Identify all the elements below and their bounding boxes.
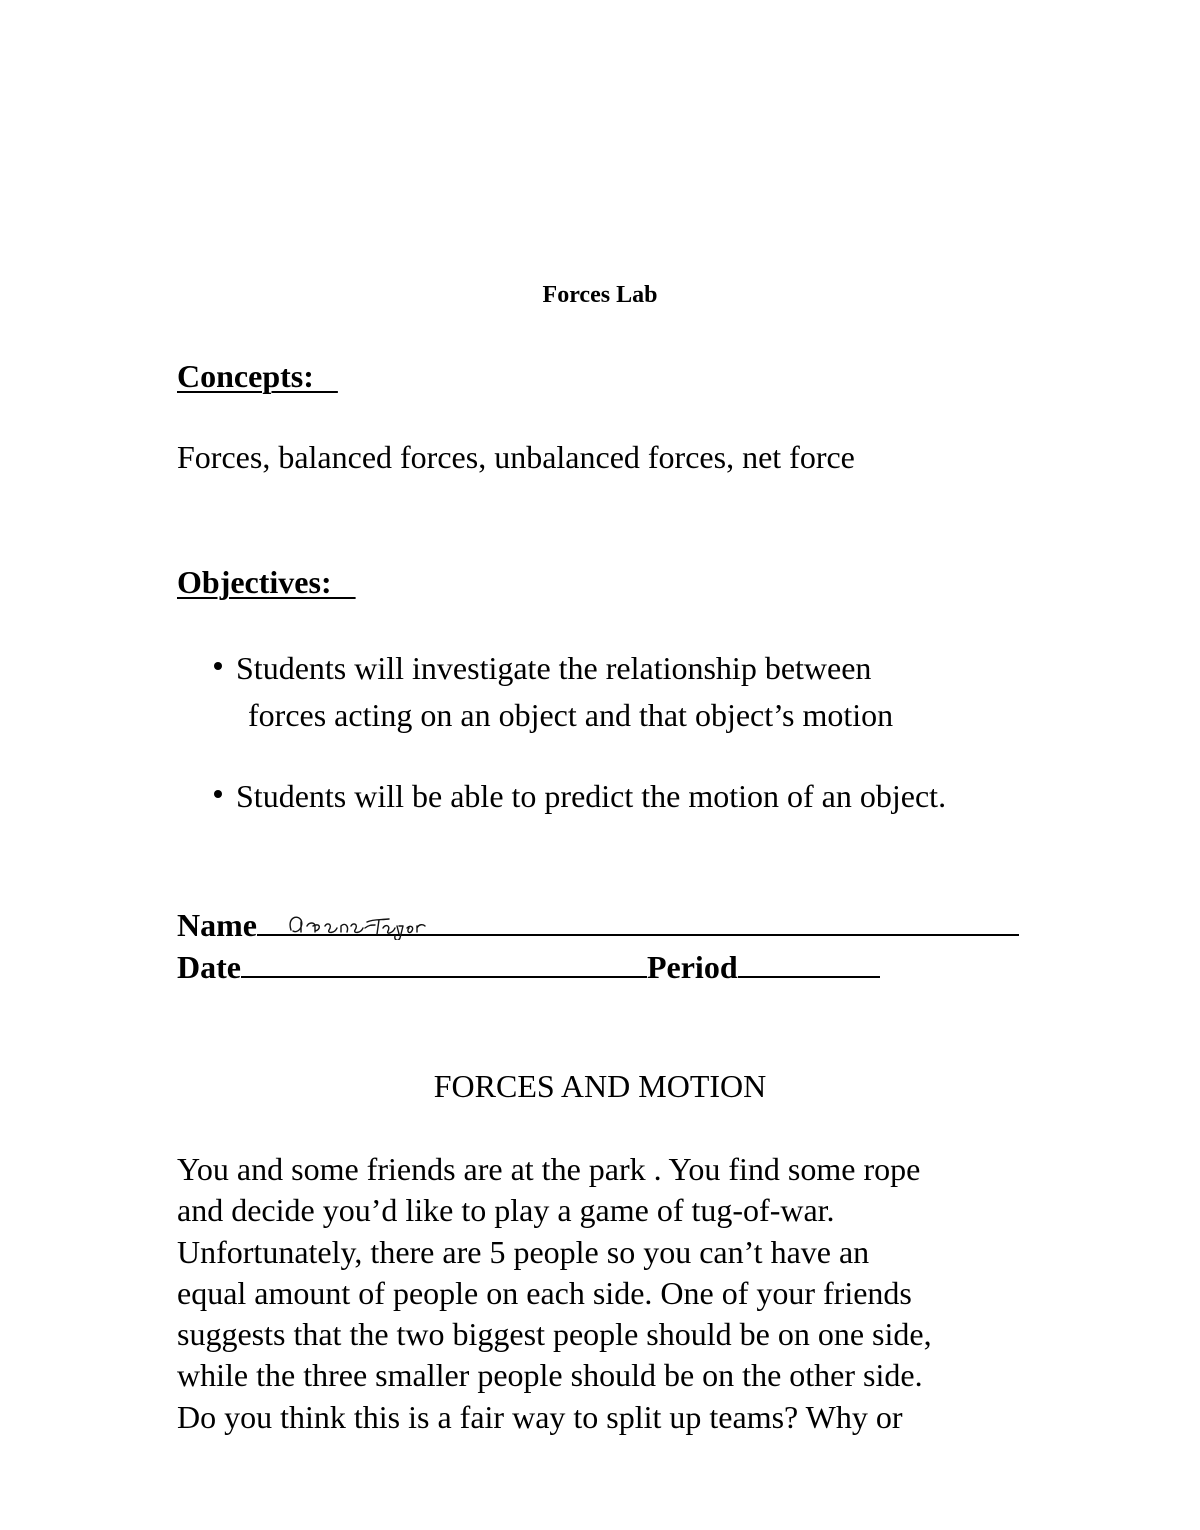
paragraph-line: while the three smaller people should be on the other side. (177, 1357, 923, 1394)
paragraph-line: equal amount of people on each side. One of your friends (177, 1274, 912, 1311)
paragraph-line: Unfortunately, there are 5 people so you can’t have an (177, 1233, 870, 1270)
period-label: Period (646, 949, 738, 985)
document-title: Forces Lab (542, 282, 658, 308)
scenario-paragraph (177, 1149, 1037, 1438)
paragraph-line: and decide you’d like to play a game of tug-of-war. (177, 1192, 835, 1229)
concepts-heading: Concepts: (177, 358, 338, 394)
objective-item (212, 645, 1026, 739)
paragraph-line: You and some friends are at the park . You find some rope (177, 1151, 921, 1187)
handwritten-signature (257, 904, 437, 940)
objectives-list (212, 645, 1026, 820)
period-field[interactable] (738, 946, 880, 978)
objective-line: Students will be able to predict the motion of an object. (236, 778, 947, 814)
bullet-icon (214, 662, 222, 670)
objective-item (212, 773, 1026, 820)
bullet-icon (214, 790, 222, 798)
objective-line: Students will investigate the relationship between (236, 650, 872, 686)
date-field[interactable] (241, 946, 647, 978)
name-label: Name (177, 907, 257, 943)
paragraph-line: Do you think this is a fair way to split up teams? Why or (177, 1398, 903, 1435)
concepts-text: Forces, balanced forces, unbalanced forces, net force (177, 439, 855, 475)
paragraph-line: suggests that the two biggest people should be on one side, (177, 1316, 932, 1353)
section-title: FORCES AND MOTION (433, 1068, 767, 1104)
name-field[interactable] (257, 904, 1019, 936)
objectives-heading: Objectives: (177, 564, 356, 600)
date-period-row (177, 946, 880, 986)
objective-line: forces acting on an object and that object’s motion (248, 697, 894, 733)
name-row (177, 904, 1019, 944)
date-label: Date (177, 949, 241, 985)
